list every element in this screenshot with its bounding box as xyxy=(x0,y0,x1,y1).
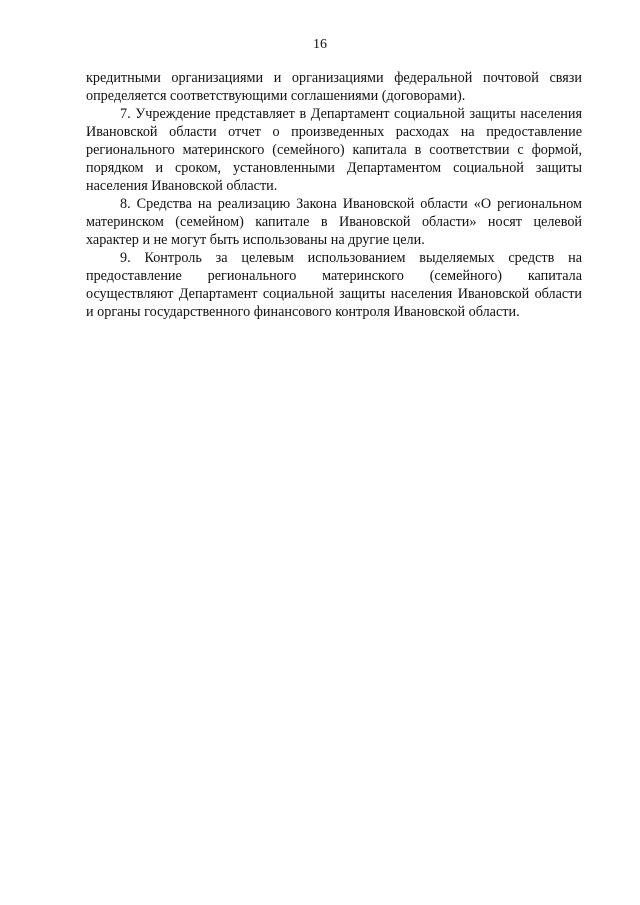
paragraph-8: 8. Средства на реализацию Закона Ивановской области «О региональном материнском (семейном) капитале в Ивановской области» носят целевой характер и не могут быть использованы на другие цели. xyxy=(86,196,582,248)
document-body xyxy=(86,69,582,321)
paragraph-7: 7. Учреждение представляет в Департамент социальной защиты населения Ивановской области отчет о произведенных расходах на предоставление регионального материнского (семейного) капитала в соответствии с формой, порядком и сроком, установленными Департаментом социальной защиты населения Ивановской области. xyxy=(86,106,582,194)
paragraph-continuation: кредитными организациями и организациями федеральной почтовой связи определяется соответствующими соглашениями (договорами). xyxy=(86,70,582,104)
page-number: 16 xyxy=(313,37,327,52)
paragraph-9: 9. Контроль за целевым использованием выделяемых средств на предоставление регионального материнского (семейного) капитала осуществляют Департамент социальной защиты населения Ивановской области и органы государственного финансового контроля Ивановской области. xyxy=(86,250,582,320)
